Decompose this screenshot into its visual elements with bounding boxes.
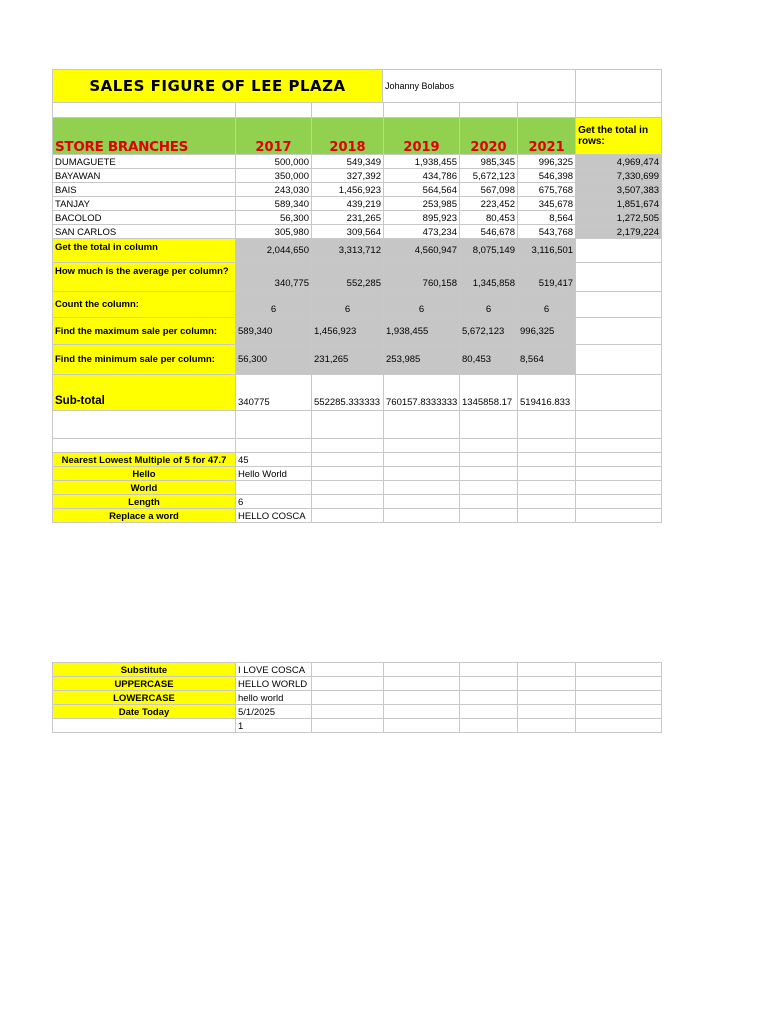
cell[interactable] (460, 103, 518, 118)
function-row (53, 677, 662, 691)
min-row (53, 345, 662, 375)
sales-cell[interactable]: 231,265 (312, 211, 384, 225)
function-label[interactable]: UPPERCASE (53, 677, 236, 691)
column-total-cell[interactable]: 3,116,501 (518, 239, 576, 263)
row-total[interactable]: 1,851,674 (576, 197, 662, 211)
min-cell[interactable]: 231,265 (312, 345, 384, 375)
sales-cell[interactable]: 305,980 (236, 225, 312, 239)
cell[interactable] (576, 467, 662, 481)
max-label[interactable]: Find the maximum sale per column: (53, 318, 236, 345)
cell[interactable] (576, 705, 662, 719)
cell[interactable] (384, 691, 460, 705)
function-result[interactable]: I LOVE COSCA (236, 663, 312, 677)
sales-cell[interactable]: 80,453 (460, 211, 518, 225)
function-label[interactable]: Nearest Lowest Multiple of 5 for 47.7 (53, 453, 236, 467)
subtotal-cell[interactable]: 519416.833 (518, 375, 576, 411)
cell[interactable] (312, 495, 384, 509)
sheet-title-cell[interactable] (53, 70, 576, 103)
function-row (53, 663, 662, 677)
table-row (53, 197, 662, 211)
cell[interactable] (384, 467, 460, 481)
function-label[interactable]: Hello (53, 467, 236, 481)
sales-cell[interactable]: 543,768 (518, 225, 576, 239)
cell[interactable] (384, 663, 460, 677)
sales-cell[interactable]: 546,678 (460, 225, 518, 239)
max-cell[interactable]: 1,938,455 (384, 318, 460, 345)
sales-cell[interactable]: 546,398 (518, 169, 576, 183)
count-row (53, 292, 662, 318)
cell[interactable] (312, 439, 384, 453)
function-result[interactable]: Hello World (236, 467, 312, 481)
count-cell[interactable]: 6 (236, 292, 312, 318)
year-header-2018[interactable]: 2018 (312, 118, 384, 155)
cell[interactable] (384, 103, 460, 118)
cell[interactable] (518, 663, 576, 677)
table-row (53, 225, 662, 239)
min-cell[interactable]: 8,564 (518, 345, 576, 375)
max-row (53, 318, 662, 345)
sales-cell[interactable]: 350,000 (236, 169, 312, 183)
subtotal-cell[interactable]: 1345858.17 (460, 375, 518, 411)
sales-cell[interactable]: 8,564 (518, 211, 576, 225)
cell[interactable] (384, 481, 460, 495)
cell[interactable] (460, 663, 518, 677)
cell[interactable] (384, 677, 460, 691)
row-total[interactable]: 1,272,505 (576, 211, 662, 225)
sales-cell[interactable]: 223,452 (460, 197, 518, 211)
function-label[interactable]: World (53, 481, 236, 495)
max-cell[interactable]: 996,325 (518, 318, 576, 345)
count-cell[interactable]: 6 (518, 292, 576, 318)
cell[interactable] (576, 345, 662, 375)
cell[interactable] (576, 453, 662, 467)
column-total-row (53, 239, 662, 263)
sales-table (52, 69, 662, 523)
column-total-cell[interactable]: 4,560,947 (384, 239, 460, 263)
cell[interactable] (384, 411, 460, 439)
subtotal-label[interactable]: Sub-total (53, 375, 236, 411)
cell[interactable] (576, 691, 662, 705)
table-row (53, 169, 662, 183)
cell[interactable] (384, 439, 460, 453)
function-label[interactable]: Replace a word (53, 509, 236, 523)
function-result[interactable] (236, 481, 312, 495)
function-result[interactable]: 6 (236, 495, 312, 509)
cell[interactable] (576, 263, 662, 292)
cell[interactable] (460, 411, 518, 439)
sales-cell[interactable]: 1,456,923 (312, 183, 384, 197)
cell[interactable] (53, 439, 236, 453)
cell[interactable] (236, 103, 312, 118)
max-cell[interactable]: 1,456,923 (312, 318, 384, 345)
cell[interactable] (576, 103, 662, 118)
branch-name[interactable]: BACOLOD (53, 211, 236, 225)
function-label[interactable]: LOWERCASE (53, 691, 236, 705)
function-row (53, 481, 662, 495)
sheet-title: SALES FIGURE OF LEE PLAZA (89, 76, 346, 95)
function-label[interactable]: Substitute (53, 663, 236, 677)
cell[interactable] (576, 663, 662, 677)
function-row (53, 719, 662, 733)
cell[interactable] (518, 439, 576, 453)
sales-cell[interactable]: 500,000 (236, 155, 312, 169)
count-label[interactable]: Count the column: (53, 292, 236, 318)
year-header-2021[interactable]: 2021 (518, 118, 576, 155)
table-row (53, 211, 662, 225)
table-row (53, 183, 662, 197)
branch-name[interactable]: BAYAWAN (53, 169, 236, 183)
text-functions-table (52, 662, 662, 733)
function-row (53, 509, 662, 523)
row-total[interactable]: 2,179,224 (576, 225, 662, 239)
cell[interactable] (384, 719, 460, 733)
sales-cell[interactable]: 56,300 (236, 211, 312, 225)
cell[interactable] (312, 103, 384, 118)
cell[interactable] (312, 509, 384, 523)
sales-cell[interactable]: 549,349 (312, 155, 384, 169)
sales-cell[interactable]: 1,938,455 (384, 155, 460, 169)
sales-cell[interactable]: 345,678 (518, 197, 576, 211)
sales-cell[interactable]: 309,564 (312, 225, 384, 239)
sales-cell[interactable]: 327,392 (312, 169, 384, 183)
cell[interactable] (576, 239, 662, 263)
cell[interactable] (236, 439, 312, 453)
function-row (53, 691, 662, 705)
cell[interactable] (518, 411, 576, 439)
column-total-label[interactable]: Get the total in column (53, 239, 236, 263)
cell[interactable] (518, 705, 576, 719)
function-result[interactable]: 1 (236, 719, 312, 733)
subtotal-row (53, 375, 662, 411)
column-total-cell[interactable]: 8,075,149 (460, 239, 518, 263)
function-result[interactable]: 5/1/2025 (236, 705, 312, 719)
cell[interactable] (576, 439, 662, 453)
subtotal-cell[interactable]: 552285.333333 (312, 375, 384, 411)
function-row (53, 705, 662, 719)
function-label[interactable]: Length (53, 495, 236, 509)
branch-name[interactable]: DUMAGUETE (53, 155, 236, 169)
cell[interactable] (576, 509, 662, 523)
sales-cell[interactable]: 567,098 (460, 183, 518, 197)
cell[interactable] (312, 411, 384, 439)
cell[interactable] (518, 103, 576, 118)
cell[interactable] (312, 467, 384, 481)
sales-cell[interactable]: 895,923 (384, 211, 460, 225)
average-label[interactable]: How much is the average per column? (53, 263, 236, 292)
function-row (53, 467, 662, 481)
header-row (53, 118, 662, 155)
cell[interactable] (518, 509, 576, 523)
subtotal-cell[interactable]: 340775 (236, 375, 312, 411)
function-result[interactable]: 45 (236, 453, 312, 467)
cell[interactable] (518, 467, 576, 481)
min-cell[interactable]: 253,985 (384, 345, 460, 375)
cell[interactable] (518, 481, 576, 495)
cell[interactable] (576, 481, 662, 495)
function-result[interactable]: hello world (236, 691, 312, 705)
cell[interactable] (312, 705, 384, 719)
row-total[interactable]: 3,507,383 (576, 183, 662, 197)
subtotal-cell[interactable]: 760157.8333333 (384, 375, 460, 411)
cell[interactable] (518, 677, 576, 691)
sales-cell[interactable]: 434,786 (384, 169, 460, 183)
year-header-2017[interactable]: 2017 (236, 118, 312, 155)
cell[interactable] (460, 453, 518, 467)
cell[interactable] (460, 719, 518, 733)
cell[interactable] (384, 495, 460, 509)
cell[interactable] (460, 481, 518, 495)
branch-name[interactable]: BAIS (53, 183, 236, 197)
max-cell[interactable]: 5,672,123 (460, 318, 518, 345)
cell[interactable] (312, 481, 384, 495)
cell[interactable] (576, 495, 662, 509)
cell[interactable] (460, 705, 518, 719)
sales-cell[interactable]: 564,564 (384, 183, 460, 197)
cell[interactable] (312, 677, 384, 691)
cell[interactable] (576, 375, 662, 411)
cell[interactable] (576, 318, 662, 345)
cell[interactable] (518, 453, 576, 467)
function-label[interactable]: Date Today (53, 705, 236, 719)
cell[interactable] (460, 495, 518, 509)
cell[interactable] (384, 705, 460, 719)
cell[interactable] (460, 691, 518, 705)
cell[interactable] (576, 677, 662, 691)
min-label[interactable]: Find the minimum sale per column: (53, 345, 236, 375)
cell[interactable] (312, 719, 384, 733)
cell[interactable] (518, 691, 576, 705)
min-cell[interactable]: 56,300 (236, 345, 312, 375)
cell[interactable] (460, 467, 518, 481)
function-result[interactable]: HELLO COSCA (236, 509, 312, 523)
author-name: Johanny Bolabos (382, 70, 575, 102)
cell[interactable] (312, 453, 384, 467)
max-cell[interactable]: 589,340 (236, 318, 312, 345)
count-cell[interactable]: 6 (384, 292, 460, 318)
cell[interactable] (312, 691, 384, 705)
cell[interactable] (53, 103, 236, 118)
cell[interactable] (384, 453, 460, 467)
sales-cell[interactable]: 253,985 (384, 197, 460, 211)
function-row (53, 495, 662, 509)
rows-total-header[interactable]: Get the total in rows: (576, 118, 662, 155)
store-branches-header[interactable]: STORE BRANCHES (53, 118, 236, 155)
cell[interactable] (576, 292, 662, 318)
average-cell[interactable]: 519,417 (518, 263, 576, 292)
year-header-2019[interactable]: 2019 (384, 118, 460, 155)
cell[interactable] (236, 411, 312, 439)
cell[interactable] (53, 411, 236, 439)
cell[interactable] (576, 411, 662, 439)
count-cell[interactable]: 6 (460, 292, 518, 318)
sales-cell[interactable]: 439,219 (312, 197, 384, 211)
cell[interactable] (384, 509, 460, 523)
cell[interactable] (460, 677, 518, 691)
column-total-cell[interactable]: 3,313,712 (312, 239, 384, 263)
min-cell[interactable]: 80,453 (460, 345, 518, 375)
table-row (53, 155, 662, 169)
sales-cell[interactable]: 985,345 (460, 155, 518, 169)
average-row (53, 263, 662, 292)
sales-cell[interactable]: 473,234 (384, 225, 460, 239)
function-label[interactable] (53, 719, 236, 733)
cell[interactable] (576, 719, 662, 733)
column-total-cell[interactable]: 2,044,650 (236, 239, 312, 263)
cell[interactable] (460, 509, 518, 523)
cell[interactable] (518, 719, 576, 733)
year-header-2020[interactable]: 2020 (460, 118, 518, 155)
cell[interactable] (518, 495, 576, 509)
sales-cell[interactable]: 675,768 (518, 183, 576, 197)
branch-name[interactable]: TANJAY (53, 197, 236, 211)
sales-cell[interactable]: 996,325 (518, 155, 576, 169)
row-total[interactable]: 4,969,474 (576, 155, 662, 169)
sales-cell[interactable]: 243,030 (236, 183, 312, 197)
cell[interactable] (312, 663, 384, 677)
average-cell[interactable]: 340,775 (236, 263, 312, 292)
sales-cell[interactable]: 589,340 (236, 197, 312, 211)
row-total[interactable]: 7,330,699 (576, 169, 662, 183)
average-cell[interactable]: 552,285 (312, 263, 384, 292)
average-cell[interactable]: 760,158 (384, 263, 460, 292)
function-row (53, 453, 662, 467)
function-result[interactable]: HELLO WORLD (236, 677, 312, 691)
branch-name[interactable]: SAN CARLOS (53, 225, 236, 239)
sales-cell[interactable]: 5,672,123 (460, 169, 518, 183)
cell[interactable] (576, 70, 662, 103)
count-cell[interactable]: 6 (312, 292, 384, 318)
cell[interactable] (460, 439, 518, 453)
average-cell[interactable]: 1,345,858 (460, 263, 518, 292)
